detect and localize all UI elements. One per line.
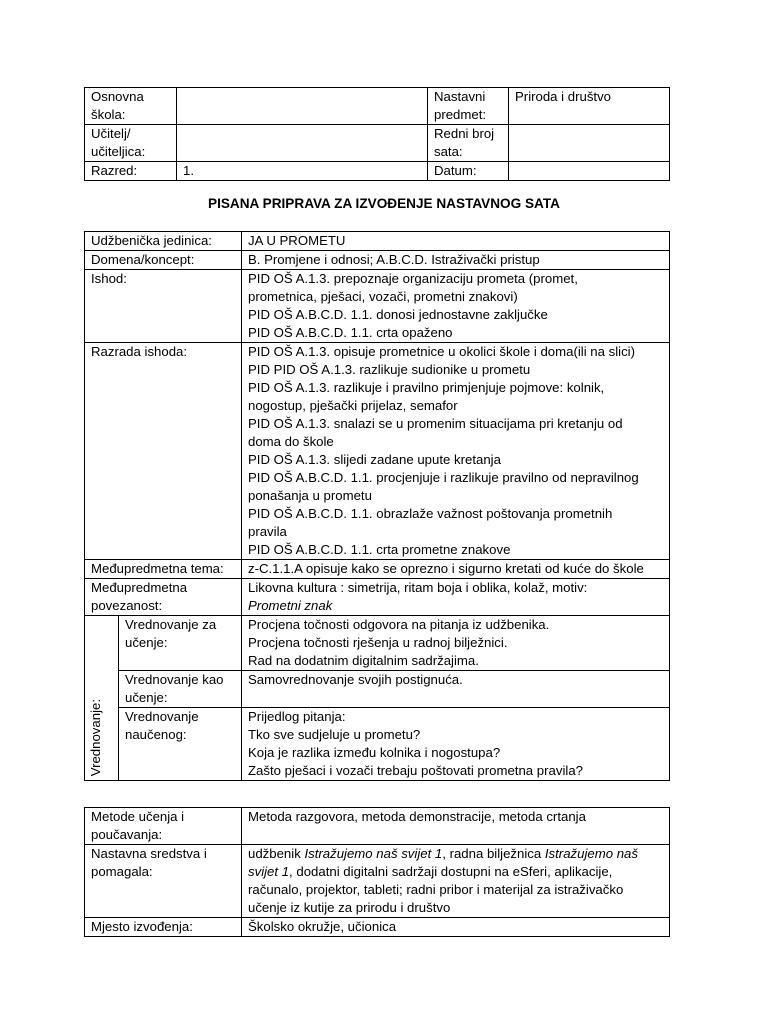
resources-label: Nastavna sredstva i pomagala: [85, 845, 242, 918]
resources-book-title: Istražujemo naš svijet 1 [304, 846, 443, 861]
cross-link-value [242, 579, 670, 616]
cross-link-text: Likovna kultura : simetrija, ritam boja i oblika, kolaž, motiv: [248, 580, 588, 595]
evaluation-group [85, 616, 119, 781]
eval-of-list [242, 708, 670, 781]
place-label: Mjesto izvođenja: [85, 918, 242, 937]
outcome-line: PID OŠ A.B.C.D. 1.1. crta opaženo [248, 325, 453, 340]
grade-label: Razred: [85, 162, 177, 181]
page-title: PISANA PRIPRAVA ZA IZVOĐENJE NASTAVNOG SATA [208, 196, 560, 211]
outcome-detail-line: PID OŠ A.1.3. razlikuje i pravilno primjenjuje pojmove: kolnik, [248, 380, 605, 395]
outcome-detail-line: doma do škole [248, 434, 334, 449]
domain-label: Domena/koncept: [85, 251, 242, 270]
evaluation-vertical-label: Vrednovanje: [88, 698, 103, 776]
eval-for-line: Procjena točnosti rješenja u radnoj bilježnici. [248, 635, 508, 650]
unit-label: Udžbenička jedinica: [85, 232, 242, 251]
cross-link-italic: Prometni znak [248, 598, 333, 613]
domain-value: B. Promjene i odnosi; A.B.C.D. Istraživački pristup [242, 251, 670, 270]
resources-value [242, 845, 670, 918]
outcome-line: PID OŠ A.1.3. prepoznaje organizaciju prometa (promet, [248, 271, 578, 286]
outcome-detail-line: PID OŠ A.B.C.D. 1.1. procjenjuje i razlikuje pravilno od nepravilnog [248, 470, 639, 485]
outcome-detail-line: ponašanja u prometu [248, 488, 372, 503]
school-value[interactable] [177, 88, 428, 125]
date-label: Datum: [428, 162, 509, 181]
outcome-detail-line: PID OŠ A.1.3. snalazi se u promenim situacijama pri kretanju od [248, 416, 623, 431]
lesson-number-label: Redni broj sata: [428, 125, 509, 162]
eval-of-line: Prijedlog pitanja: [248, 709, 346, 724]
eval-as-value: Samovrednovanje svojih postignuća. [242, 671, 670, 708]
header-table [84, 87, 670, 181]
subject-value[interactable]: Priroda i društvo [509, 88, 670, 125]
outcome-detail-line: nogostup, pješački prijelaz, semafor [248, 398, 458, 413]
outcome-line: prometnica, pješaci, vozači, prometni znakovi) [248, 289, 518, 304]
teacher-label: Učitelj/ učiteljica: [85, 125, 177, 162]
outcome-detail-line: pravila [248, 524, 287, 539]
cross-link-label: Međupredmetna povezanost: [85, 579, 242, 616]
outcome-detail-list [242, 343, 670, 560]
outcome-detail-line: PID OŠ A.B.C.D. 1.1. crta prometne znakove [248, 542, 511, 557]
outcome-label: Ishod: [85, 270, 242, 343]
eval-of-line: Tko sve sudjeluje u prometu? [248, 727, 421, 742]
methods-value: Metoda razgovora, metoda demonstracije, metoda crtanja [242, 808, 670, 845]
place-value: Školsko okružje, učionica [242, 918, 670, 937]
outcome-detail-line: PID OŠ A.B.C.D. 1.1. obrazlaže važnost poštovanja prometnih [248, 506, 613, 521]
eval-of-line: Zašto pješaci i vozači trebaju poštovati prometna pravila? [248, 763, 583, 778]
eval-for-line: Procjena točnosti odgovora na pitanja iz udžbenika. [248, 617, 550, 632]
eval-for-line: Rad na dodatnim digitalnim sadržajima. [248, 653, 479, 668]
eval-for-label: Vrednovanje za učenje: [119, 616, 242, 671]
eval-of-line: Koja je razlika između kolnika i nogostupa? [248, 745, 501, 760]
outcome-detail-line: PID PID OŠ A.1.3. razlikuje sudionike u prometu [248, 362, 531, 377]
methods-table [84, 807, 670, 937]
resources-workbook-title: Istražujemo naš svijet 1 [248, 846, 638, 879]
teacher-value[interactable] [177, 125, 428, 162]
grade-value[interactable]: 1. [177, 162, 428, 181]
resources-text: , dodatni digitalni sadržaji dostupni na eSferi, aplikacije, računalo, projektor, tableti; radni pribor i materijal za istraživačko učenje iz kutije za prirodu i društvo [248, 864, 624, 915]
date-value[interactable] [509, 162, 670, 181]
methods-label: Metode učenja i poučavanja: [85, 808, 242, 845]
lesson-plan-table [84, 231, 670, 781]
lesson-number-value[interactable] [509, 125, 670, 162]
eval-as-label: Vrednovanje kao učenje: [119, 671, 242, 708]
cross-topic-label: Međupredmetna tema: [85, 560, 242, 579]
outcome-detail-line: PID OŠ A.1.3. slijedi zadane upute kretanja [248, 452, 501, 467]
unit-value: JA U PROMETU [242, 232, 670, 251]
subject-label: Nastavni predmet: [428, 88, 509, 125]
school-label: Osnovna škola: [85, 88, 177, 125]
resources-text: udžbenik [248, 846, 305, 861]
outcome-detail-label: Razrada ishoda: [85, 343, 242, 560]
cross-topic-value: z-C.1.1.A opisuje kako se oprezno i sigurno kretati od kuće do škole [242, 560, 670, 579]
eval-for-list [242, 616, 670, 671]
outcome-list [242, 270, 670, 343]
outcome-line: PID OŠ A.B.C.D. 1.1. donosi jednostavne zaključke [248, 307, 548, 322]
eval-of-label: Vrednovanje naučenog: [119, 708, 242, 781]
outcome-detail-line: PID OŠ A.1.3. opisuje prometnice u okolici škole i doma(ili na slici) [248, 344, 635, 359]
resources-text: , radna bilježnica [442, 846, 545, 861]
